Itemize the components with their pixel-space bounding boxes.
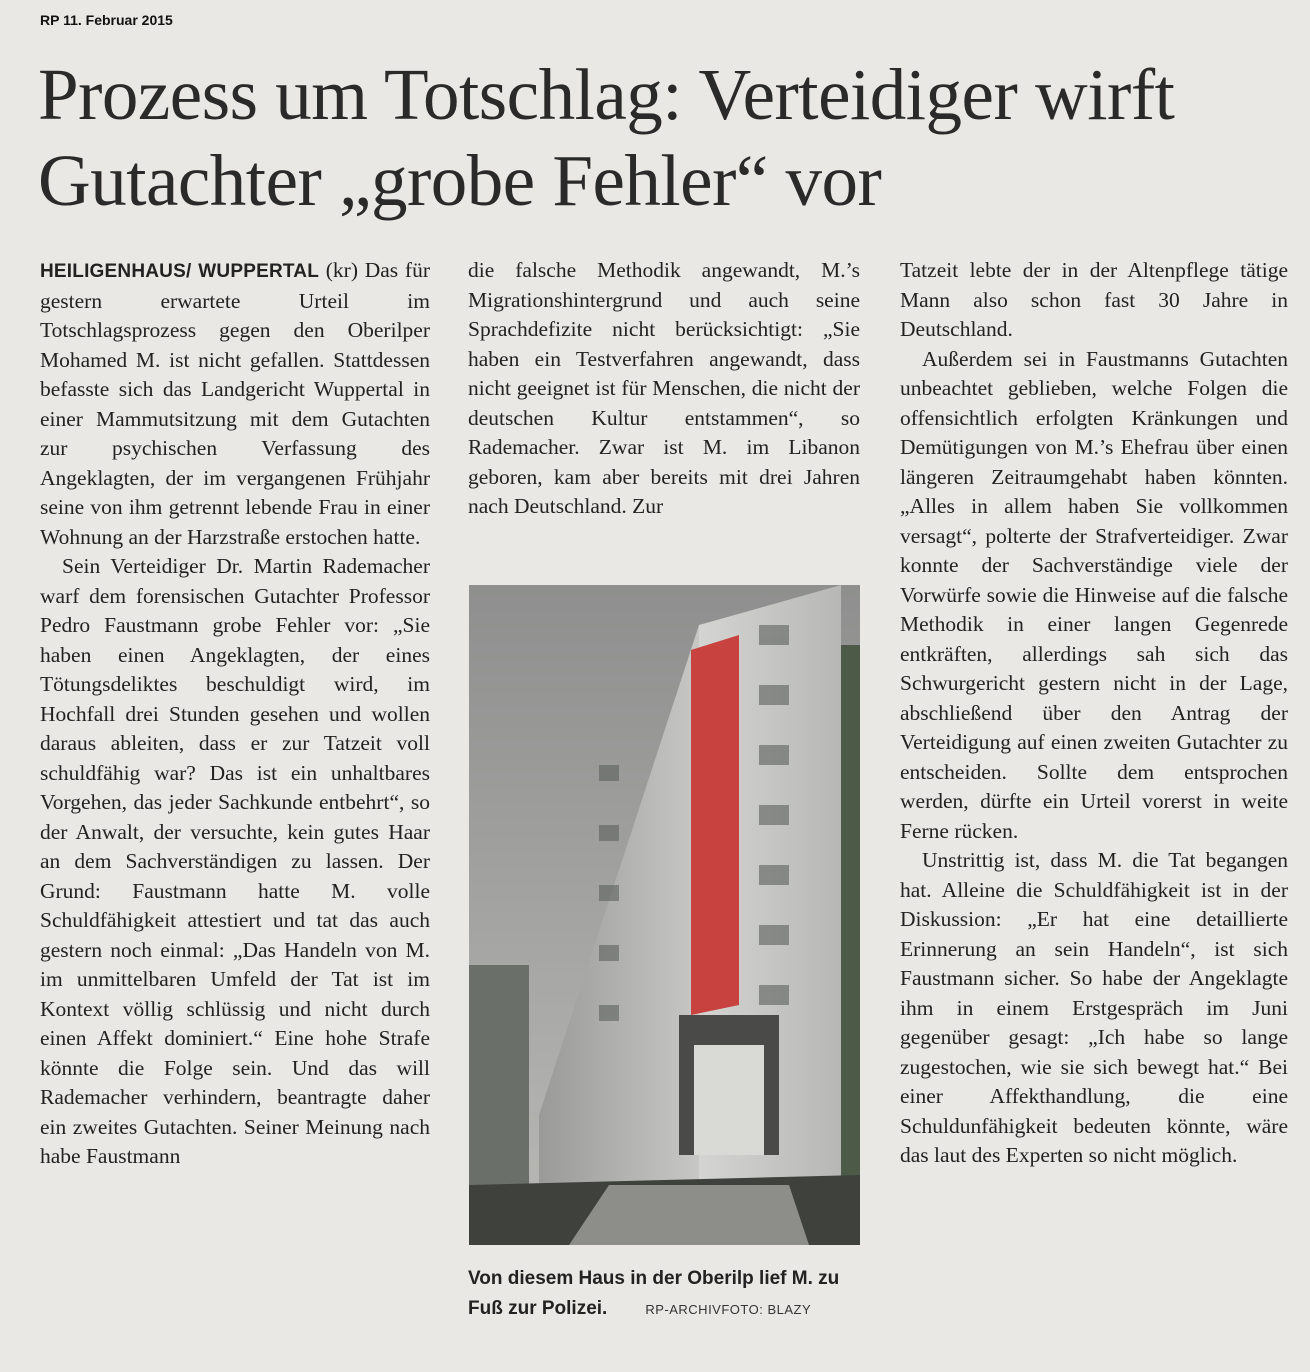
lead-paragraph <box>40 256 430 552</box>
paragraph-4: Unstrittig ist, dass M. die Tat begangen hat. Alleine die Schuldfähigkeit ist in der Diskussion: „Er hat eine detaillierte Erinnerung an sein Handeln“, ist sich Faustmann sicher. So habe der Angeklagte ihm in einem Erstgespräch im Juni gegenüber gesagt: „Ich habe so lange zugestochen, wie sie sich bewegt hat.“ Bei einer Affekthandlung, die eine Schuldunfähigkeit bedeuten könnte, wäre das laut des Experten so nicht möglich. <box>900 848 1288 1167</box>
paragraph-2-continued: die falsche Methodik angewandt, M.’s Migrationshintergrund und auch seine Sprachdefizite nicht berücksichtigt: „Sie haben ein Testverfahren angewandt, dass nicht geeignet ist für Menschen, die nicht der deutschen Kultur entstammen“, so Rademacher. Zwar ist M. im Libanon geboren, kam aber bereits mit drei Jahren nach Deutschland. Zur <box>468 258 860 518</box>
headline: Prozess um Totschlag: Verteidiger wirft Gutachter „grobe Fehler“ vor <box>38 54 1175 221</box>
source-line: RP 11. Februar 2015 <box>40 12 173 28</box>
dateline: HEILIGENHAUS/ WUPPERTAL <box>40 261 320 282</box>
building-photo <box>469 585 860 1245</box>
article-column-2 <box>468 256 860 522</box>
photo-caption <box>468 1264 862 1325</box>
paragraph-2: Sein Verteidiger Dr. Martin Rademacher warf dem forensischen Gutachter Professor Pedro Faustmann grobe Fehler vor: „Sie haben einen Angeklagten, der eines Tötungsdeliktes beschuldigt wird, im Hochfall drei Stunden gesehen und wollen daraus ableiten, dass er zur Tatzeit voll schuldfähig war? Das ist ein unhaltbares Vorgehen, das jeder Sachkunde entbehrt“, so der Anwalt, der versuchte, kein gutes Haar an dem Sachverständigen zu lassen. Der Grund: Faustmann hatte M. volle Schuldfähigkeit attestiert und tat das auch gestern noch einmal: „Das Handeln von M. im unmittelbaren Umfeld der Tat ist im Kontext völlig schlüssig und nicht durch einen Affekt dominiert.“ Eine hohe Strafe könnte die Folge sein. Und das will Rademacher verhindern, beantragte daher ein zweites Gutachten. Seiner Meinung nach habe Faustmann <box>40 554 430 1168</box>
paragraph-3: Außerdem sei in Faustmanns Gutachten unbeachtet geblieben, welche Folgen die offensichtlich erfolgten Kränkungen und Demütigungen von M.’s Ehefrau über einen längeren Zeitraumgehabt haben könnten. „Alles in allem haben Sie vollkommen versagt“, polterte der Strafverteidiger. Zwar konnte der Sachverständige viele der Vorwürfe sowie die Hinweise auf die falsche Methodik in einer langen Gegenrede entkräften, allerdings sah sich das Schwurgericht gestern nicht in der Lage, abschließend über den Antrag der Verteidigung auf einen zweiten Gutachter zu entscheiden. Sollte dem entsprochen werden, dürfte ein Urteil vorerst in weite Ferne rücken. <box>900 346 1288 843</box>
building-photo-illustration <box>469 585 860 1245</box>
caption-text: Von diesem Haus in der Oberilp lief M. zu Fuß zur Polizei. <box>468 1268 840 1319</box>
paragraph-2-end: Tatzeit lebte der in der Altenpflege tätige Mann also schon fast 30 Jahre in Deutschland. <box>900 258 1288 341</box>
photo-credit: RP-ARCHIVFOTO: BLAZY <box>645 1302 812 1317</box>
article-column-1 <box>40 256 430 1172</box>
lead-text: (kr) Das für gestern erwartete Urteil im Totschlagsprozess gegen den Oberilper Mohamed M. ist nicht gefallen. Stattdessen befasste sich das Landgericht Wuppertal in einer Mammutsitzung mit dem Gutachten zur psychischen Verfassung des Angeklagten, der im vergangenen Frühjahr seine von ihm getrennt lebende Frau in einer Wohnung an der Harzstraße erstochen hatte. <box>40 258 430 549</box>
article-column-3 <box>900 256 1288 1171</box>
